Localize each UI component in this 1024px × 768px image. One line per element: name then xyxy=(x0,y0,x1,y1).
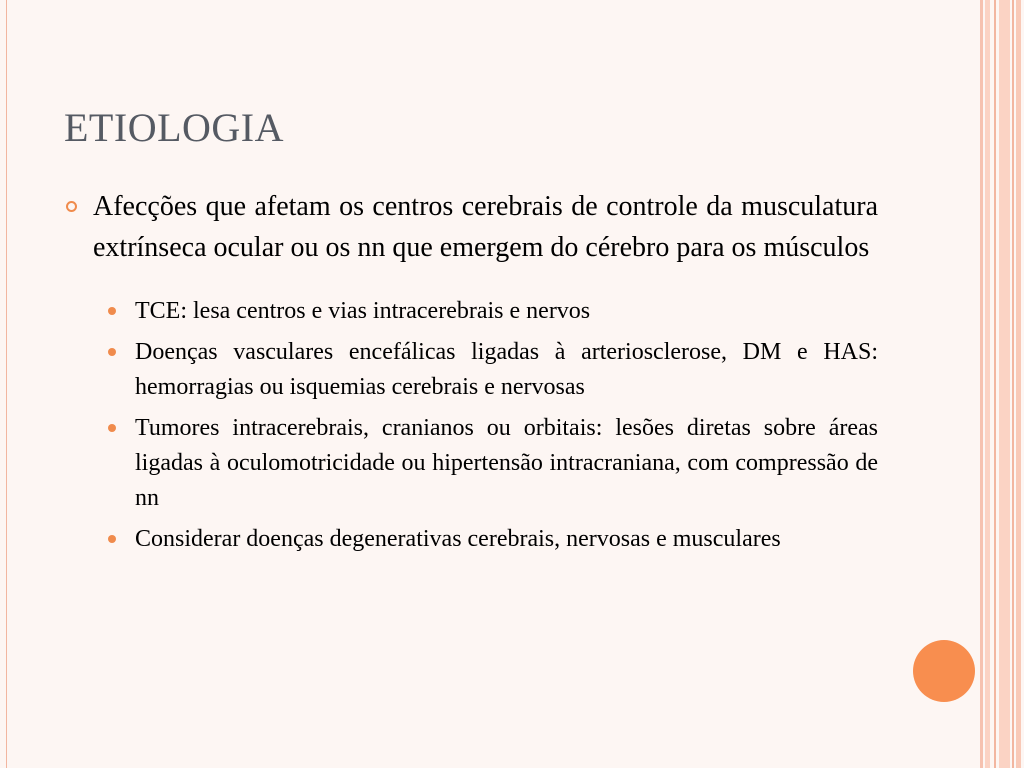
list-item-text: Tumores intracerebrais, cranianos ou orbitais: lesões diretas sobre áreas ligadas à oculomotricidade ou hipertensão intracraniana, com compressão de nn xyxy=(135,415,878,511)
main-bullet xyxy=(64,186,878,268)
list-item-text: Considerar doenças degenerativas cerebrais, nervosas e musculares xyxy=(135,526,781,552)
list-item xyxy=(106,335,878,405)
list-item-text: TCE: lesa centros e vias intracerebrais e nervos xyxy=(135,298,591,324)
ring-bullet-icon xyxy=(66,201,77,212)
stripe xyxy=(1016,0,1021,768)
stripe xyxy=(999,0,1010,768)
decorative-stripes xyxy=(976,0,1024,768)
list-item xyxy=(106,411,878,516)
main-bullet-text: Afecções que afetam os centros cerebrais de controle da musculatura extrínseca ocular ou os nn que emergem do cérebro para os músculos xyxy=(93,191,878,263)
slide-content xyxy=(64,186,878,563)
slide-title: ETIOLOGIA xyxy=(64,105,284,150)
list-item xyxy=(106,294,878,329)
dot-bullet-icon xyxy=(108,535,116,543)
slide-frame-left-line xyxy=(6,0,7,768)
dot-bullet-icon xyxy=(108,424,116,432)
stripe xyxy=(994,0,996,768)
list-item-text: Doenças vasculares encefálicas ligadas à arteriosclerose, DM e HAS: hemorragias ou isquemias cerebrais e nervosas xyxy=(135,339,878,400)
dot-bullet-icon xyxy=(108,307,116,315)
stripe xyxy=(985,0,990,768)
stripe xyxy=(1012,0,1014,768)
decorative-circle-icon xyxy=(913,640,975,702)
sub-bullet-list xyxy=(64,294,878,557)
list-item xyxy=(106,522,878,557)
dot-bullet-icon xyxy=(108,348,116,356)
stripe xyxy=(980,0,983,768)
